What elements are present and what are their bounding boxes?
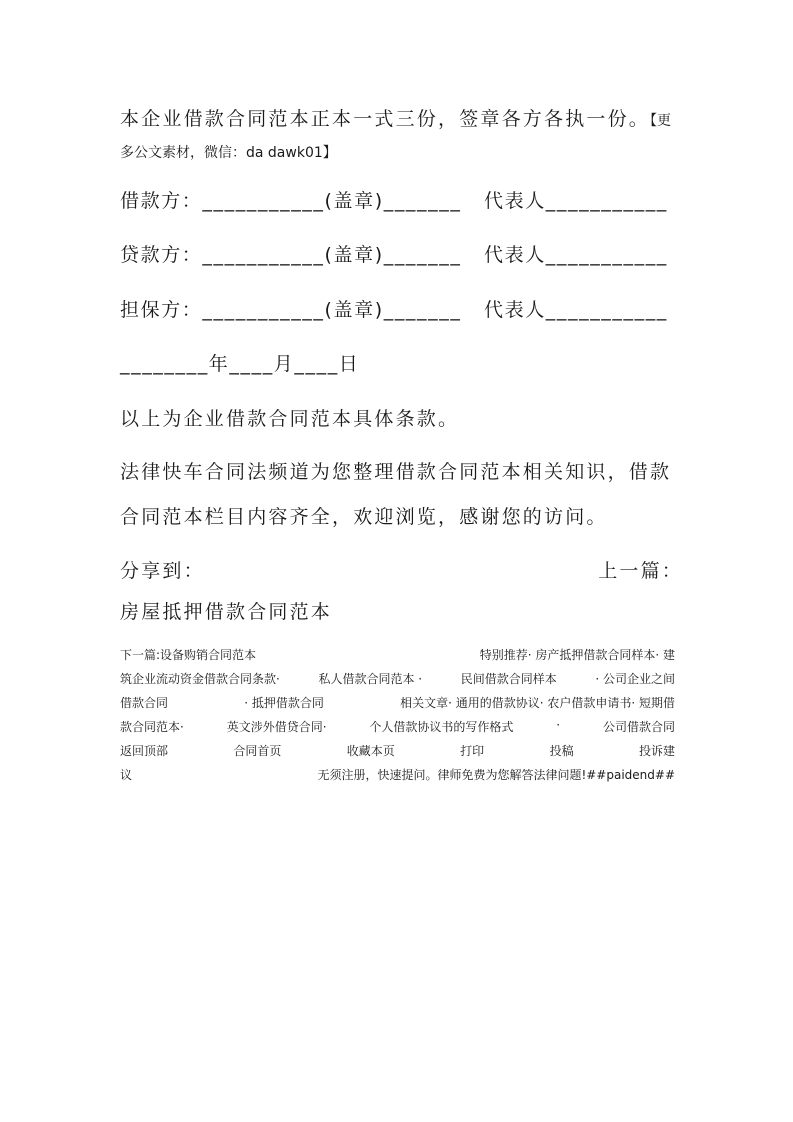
back-to-top-link[interactable]: 返回顶部 [120, 744, 169, 758]
lawyer-promo-text: 无须注册，快速提问。律师免费为您解答法律问题!##paidend## [317, 768, 675, 782]
related-link[interactable]: 民间借款合同样本 [460, 672, 557, 686]
bookmark-link[interactable]: 收藏本页 [346, 744, 395, 758]
related-link[interactable]: 筑企业流动资金借款合同条款· [120, 672, 280, 686]
related-link[interactable]: · 公司企业之间 [595, 672, 675, 686]
signature-guarantor-left: 担保方：___________(盖章)_______ [120, 299, 462, 321]
related-link[interactable]: 私人借款合同范本 · [318, 672, 423, 686]
date-line: ________年____月____日 [120, 353, 360, 375]
footer-row-1 [120, 646, 675, 663]
submit-link[interactable]: 投稿 [549, 744, 574, 758]
related-link[interactable]: 公司借款合同 [602, 720, 675, 734]
complaint-link-tail[interactable]: 议 [120, 768, 133, 782]
footer-row-6 [120, 766, 675, 783]
related-link[interactable]: 款合同范本· [120, 720, 184, 734]
next-article-link[interactable]: 下一篇:设备购销合同范本 [120, 648, 257, 662]
closing-line-2: 合同范本栏目内容齐全，欢迎浏览，感谢您的访问。 [120, 506, 608, 528]
prev-article-label: 上一篇： [598, 560, 683, 582]
intro-line-1 [120, 104, 671, 131]
related-articles[interactable]: 相关文章· 通用的借款协议· 农户借款申请书· 短期借 [400, 696, 675, 710]
related-link[interactable]: 英文涉外借贷合同· [226, 720, 327, 734]
signature-lender [120, 240, 675, 267]
separator: · [556, 718, 561, 732]
print-link[interactable]: 打印 [460, 744, 485, 758]
share-label: 分享到： [120, 560, 205, 582]
recommended-links[interactable]: 特别推荐· 房产抵押借款合同样本· 建 [479, 648, 675, 662]
intro-bracket-note: 【更 [650, 113, 672, 129]
signature-guarantor [120, 295, 675, 322]
related-link[interactable]: 个人借款协议书的写作格式 [369, 720, 514, 734]
footer-nav-row [120, 742, 675, 759]
closing-line-1: 法律快车合同法频道为您整理借款合同范本相关知识，借款 [120, 461, 672, 483]
complaint-link[interactable]: 投诉建 [638, 744, 675, 758]
signature-borrower [120, 186, 675, 213]
signature-lender-left: 贷款方：___________(盖章)_______ [120, 244, 462, 266]
summary-text: 以上为企业借款合同范本具体条款。 [120, 408, 460, 430]
contract-home-link[interactable]: 合同首页 [233, 744, 282, 758]
footer-row-3 [120, 694, 675, 711]
signature-lender-right: 代表人___________ [484, 244, 668, 266]
signature-borrower-right: 代表人___________ [484, 190, 668, 212]
prev-article-link[interactable]: 房屋抵押借款合同范本 [120, 601, 333, 623]
related-link[interactable]: · 抵押借款合同 [244, 696, 324, 710]
signature-borrower-left: 借款方：___________(盖章)_______ [120, 190, 462, 212]
footer-row-2 [120, 670, 675, 687]
related-link[interactable]: 借款合同 [120, 696, 169, 710]
intro-text: 本企业借款合同范本正本一式三份，签章各方各执一份。 [120, 108, 651, 130]
footer-row-4 [120, 718, 675, 735]
intro-line-2: 多公文素材，微信：da dawk01】 [120, 145, 337, 161]
signature-guarantor-right: 代表人___________ [484, 299, 668, 321]
